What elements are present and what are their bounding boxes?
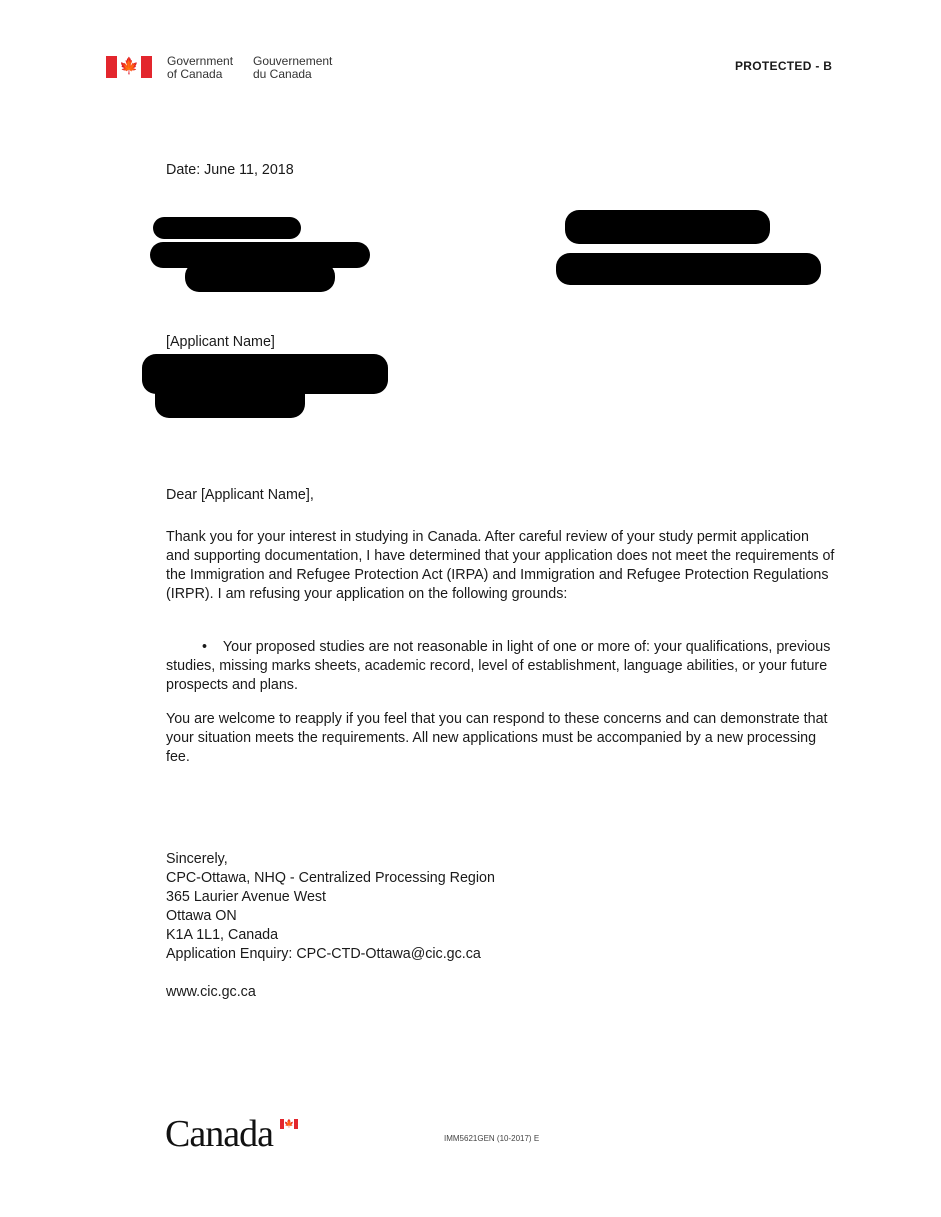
canada-wordmark: Canada [165,1113,273,1155]
office-enquiry-email[interactable]: Application Enquiry: CPC-CTD-Ottawa@cic.gc.ca [166,946,481,962]
refusal-ground-text: Your proposed studies are not reasonable in light of one or more of: your qualifications, previous studies, missing marks sheets, academic record, level of establishment, language abilities, or your future prospects and plans. [166,639,831,693]
salutation: Dear [Applicant Name], [166,487,314,503]
canada-flag-icon: 🍁 [106,56,152,78]
bullet-icon: • [202,639,208,655]
gov-en-line1: Government [167,54,234,68]
recipient-name: [Applicant Name] [166,334,275,350]
gov-en-line2: of Canada [167,67,223,81]
office-street: 365 Laurier Avenue West [166,889,327,905]
gov-fr-line1: Gouvernement [253,54,333,68]
gov-en-signature [167,55,233,81]
website-link[interactable]: www.cic.gc.ca [166,984,256,1000]
office-name: CPC-Ottawa, NHQ - Centralized Processing Region [166,870,495,886]
signature-block [166,869,495,964]
office-postal: K1A 1L1, Canada [166,927,279,943]
paragraph-reapply: You are welcome to reapply if you feel that you can respond to these concerns and can demonstrate that your situation meets the requirements. All new applications must be accompanied by a new processing fee. [166,711,828,765]
classification-label: PROTECTED - B [735,59,833,73]
gov-fr-signature [253,55,332,81]
list-item [166,638,836,695]
letter-date: Date: June 11, 2018 [166,162,294,178]
form-code: IMM5621GEN (10-2017) E [444,1134,540,1143]
gov-fr-line2: du Canada [253,67,312,81]
refusal-grounds-list [166,638,836,695]
closing: Sincerely, [166,851,228,867]
office-city: Ottawa ON [166,908,237,924]
wordmark-flag-icon: 🍁 [280,1119,298,1129]
paragraph-refusal-intro: Thank you for your interest in studying in Canada. After careful review of your study permit application and supporting documentation, I have determined that your application does not meet the requirements of the Immigration and Refugee Protection Act (IRPA) and Immigration and Refugee Protection Regulations (IRPR). I am refusing your application on the following grounds: [166,529,835,602]
